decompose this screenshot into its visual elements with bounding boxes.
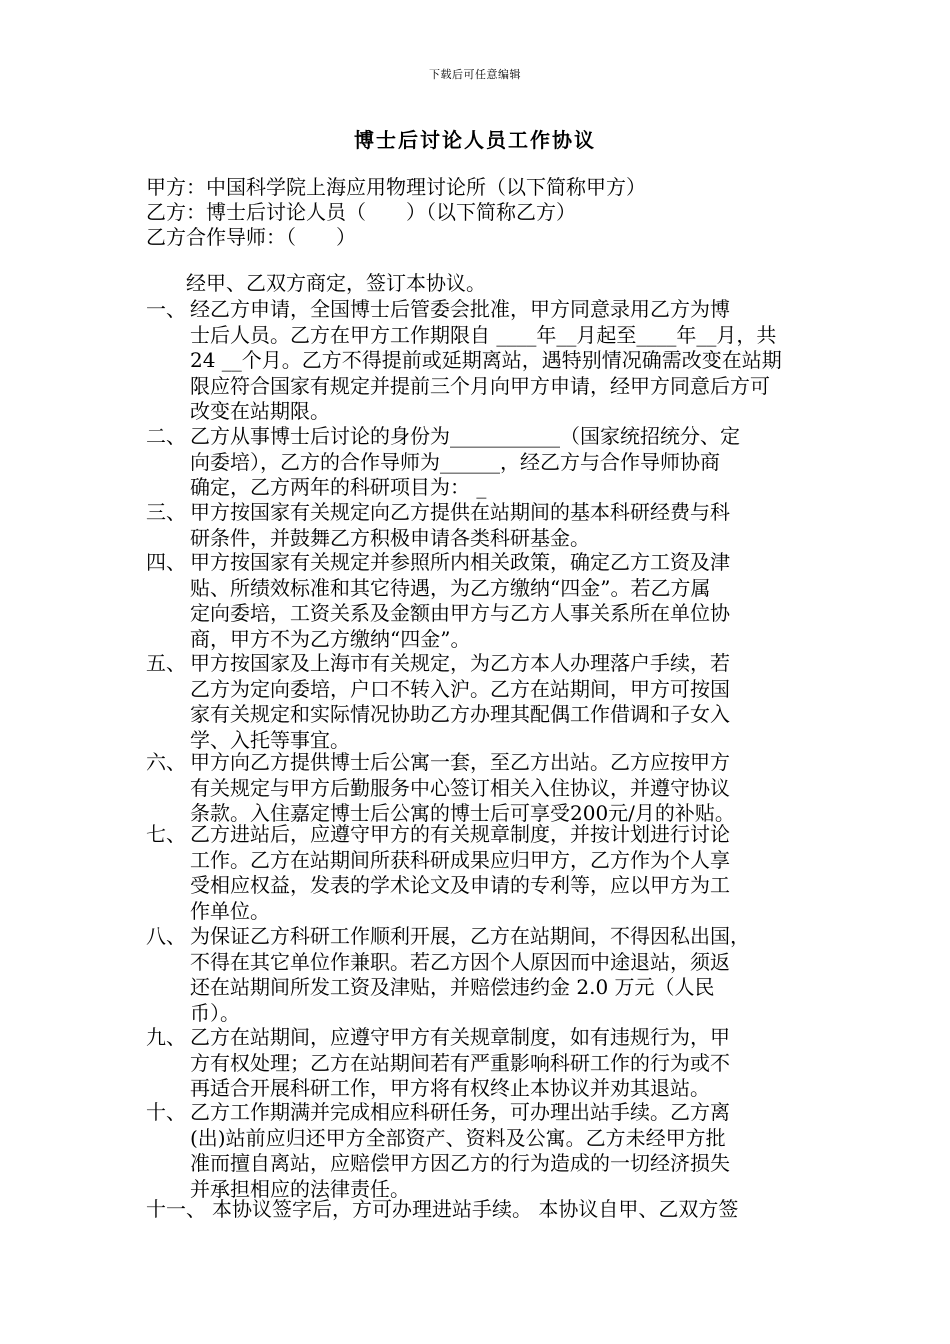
advisor-line: 乙方合作导师：（ ）: [146, 225, 356, 249]
clause-text: [146, 651, 814, 753]
clause-line: 准而擅自离站，应赔偿甲方因乙方的行为造成的一切经济损失: [190, 1151, 730, 1175]
clause-line: 甲方按国家有关规定并参照所内相关政策，确定乙方工资及津: [190, 550, 730, 574]
clause-text: [146, 500, 814, 551]
clause-line: 确定，乙方两年的科研项目为： _: [190, 475, 487, 499]
clause-10: [146, 1100, 814, 1202]
clause-2: [146, 424, 814, 501]
clause-line: 经乙方申请，全国博士后管委会批准，甲方同意录用乙方为博: [190, 297, 730, 321]
clause-11: [146, 1197, 814, 1223]
clause-text: [146, 550, 814, 652]
clause-text: [146, 750, 814, 827]
clause-line: 不得在其它单位作兼职。若乙方因个人原因而中途退站，须返: [190, 949, 730, 974]
clause-line: 乙方为定向委培，户口不转入沪。乙方在站期间，甲方可按国: [190, 676, 730, 701]
clause-line: 贴、所绩效标准和其它待遇，为乙方缴纳“四金”。若乙方属: [190, 575, 711, 600]
clause-9: [146, 1025, 814, 1102]
clause-1: [146, 297, 814, 425]
clause-text: [146, 424, 814, 501]
clause-line: 甲方向乙方提供博士后公寓一套，至乙方出站。乙方应按甲方: [190, 750, 730, 774]
clause-line: 家有关规定和实际情况协助乙方办理其配偶工作借调和子女入: [190, 702, 730, 726]
clause-line: 并承担相应的法律责任。: [190, 1176, 410, 1201]
clause-line: 学、入托等事宜。: [190, 727, 350, 752]
clause-number: 九、: [146, 1025, 186, 1049]
clause-number: 八、: [146, 924, 186, 948]
clause-text: [146, 1197, 814, 1223]
clause-text: [146, 1025, 814, 1102]
clause-4: [146, 550, 814, 652]
clause-line: 还在站期间所发工资及津贴，并赔偿违约金 2.0 万元（人民: [190, 975, 715, 999]
clause-number: 三、: [146, 500, 186, 524]
clause-line: 受相应权益，发表的学术论文及申请的专利等，应以甲方为工: [190, 873, 730, 897]
clause-number: 二、: [146, 424, 186, 448]
clause-line: 为保证乙方科研工作顺利开展，乙方在站期间，不得因私出国，: [190, 924, 750, 948]
clause-text: [146, 297, 814, 425]
clause-line: 本协议签字后，方可办理进站手续。 本协议自甲、乙双方签: [212, 1197, 739, 1221]
party-b-line: 乙方：博士后讨论人员（ ）（以下简称乙方）: [146, 200, 576, 224]
clause-6: [146, 750, 814, 827]
clause-line: 向委培），乙方的合作导师为______，经乙方与合作导师协商: [190, 449, 720, 474]
clause-line: 方有权处理；乙方在站期间若有严重影响科研工作的行为或不: [190, 1050, 730, 1075]
clause-number: 五、: [146, 651, 186, 675]
clause-number: 四、: [146, 550, 186, 574]
page-title: 博士后讨论人员工作协议: [354, 128, 596, 152]
clause-line: 乙方在站期间，应遵守甲方有关规章制度，如有违规行为，甲: [190, 1025, 730, 1049]
clause-number: 十一、: [146, 1197, 206, 1221]
clause-line: 甲方按国家有关规定向乙方提供在站期间的基本科研经费与科: [190, 500, 730, 524]
clause-line: 币）。: [190, 1000, 240, 1025]
clause-line: (出)站前应归还甲方全部资产、资料及公寓。乙方未经甲方批: [190, 1125, 726, 1150]
clause-number: 六、: [146, 750, 186, 774]
clause-text: [146, 822, 814, 924]
clause-5: [146, 651, 814, 753]
clause-number: 一、: [146, 297, 186, 321]
clause-line: 条款。入住嘉定博士后公寓的博士后可享受200元/月的补贴。: [190, 801, 735, 825]
clause-line: 改变在站期限。: [190, 399, 330, 423]
intro-paragraph: 经甲、乙双方商定，签订本协议。: [146, 271, 486, 295]
clause-line: 24 __个月。乙方不得提前或延期离站，遇特别情况确需改变在站期: [190, 348, 782, 372]
clause-number: 十、: [146, 1100, 186, 1124]
clause-8: [146, 924, 814, 1026]
clause-line: 限应符合国家有规定并提前三个月向甲方申请，经甲方同意后方可: [190, 373, 770, 398]
clause-line: 有关规定与甲方后勤服务中心签订相关入住协议，并遵守协议: [190, 775, 730, 800]
clause-text: [146, 1100, 814, 1202]
clause-line: 乙方进站后，应遵守甲方的有关规章制度，并按计划进行讨论: [190, 822, 730, 846]
clause-line: 作单位。: [190, 898, 270, 923]
clause-line: 研条件，并鼓舞乙方积极申请各类科研基金。: [190, 525, 590, 550]
clause-line: 甲方按国家及上海市有关规定，为乙方本人办理落户手续，若: [190, 651, 730, 675]
clause-line: 乙方从事博士后讨论的身份为___________（国家统招统分、定: [190, 424, 740, 448]
clause-line: 商，甲方不为乙方缴纳“四金”。: [190, 626, 471, 651]
clause-line: 再适合开展科研工作，甲方将有权终止本协议并劝其退站。: [190, 1076, 710, 1100]
clause-line: 乙方工作期满并完成相应科研任务，可办理出站手续。乙方离: [190, 1100, 730, 1124]
clause-3: [146, 500, 814, 551]
party-a-line: 甲方：中国科学院上海应用物理讨论所（以下简称甲方）: [146, 175, 646, 199]
clause-line: 士后人员。乙方在甲方工作期限自 ____年__月起至____年__月，共: [190, 322, 777, 347]
clause-7: [146, 822, 814, 924]
clause-line: 工作。乙方在站期间所获科研成果应归甲方，乙方作为个人享: [190, 847, 730, 872]
header-note: 下载后可任意编辑: [429, 68, 521, 81]
clause-number: 七、: [146, 822, 186, 846]
clause-text: [146, 924, 814, 1026]
clause-line: 定向委培，工资关系及金额由甲方与乙方人事关系所在单位协: [190, 601, 730, 625]
